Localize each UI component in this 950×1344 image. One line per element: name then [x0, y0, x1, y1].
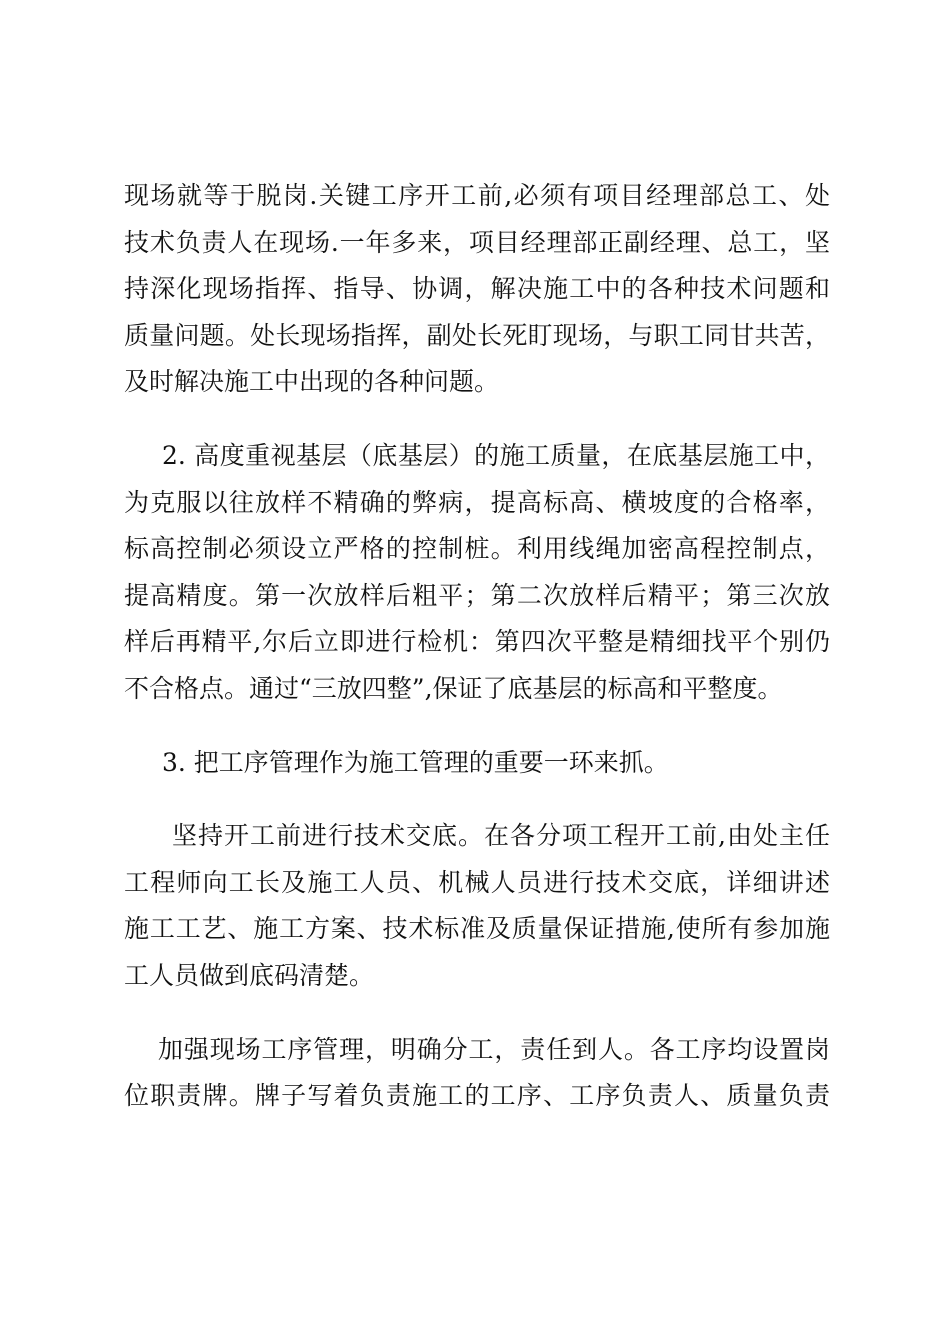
paragraph-4	[124, 813, 830, 999]
text-line: 标高控制必须设立严格的控制桩。利用线绳加密高程控制点，	[124, 534, 830, 564]
text-line: 持深化现场指挥、指导、协调，解决施工中的各种技术问题和	[124, 274, 830, 304]
paragraph-2	[124, 433, 830, 713]
text-line: 不合格点。通过“三放四整”,保证了底基层的标高和平整度。	[124, 673, 783, 703]
text-line: 提高精度。第一次放样后粗平；第二次放样后精平；第三次放	[124, 580, 830, 610]
paragraph-1	[124, 173, 830, 406]
text-line: 2. 高度重视基层（底基层）的施工质量，在底基层施工中，	[162, 440, 830, 470]
text-line: 现场就等于脱岗.关键工序开工前,必须有项目经理部总工、处	[124, 181, 830, 210]
text-line: 坚持开工前进行技术交底。在各分项工程开工前,由处主任	[172, 821, 830, 851]
text-line: 及时解决施工中出现的各种问题。	[124, 367, 500, 397]
text-line: 3. 把工序管理作为施工管理的重要一环来抓。	[162, 747, 669, 777]
text-line: 施工工艺、施工方案、技术标准及质量保证措施,使所有参加施	[124, 914, 830, 944]
text-line: 位职责牌。牌子写着负责施工的工序、工序负责人、质量负责	[124, 1081, 830, 1111]
document-body	[124, 173, 830, 1147]
text-line: 技术负责人在现场.一年多来，项目经理部正副经理、总工，坚	[124, 227, 830, 257]
text-line: 样后再精平,尔后立即进行检机：第四次平整是精细找平个别仍	[124, 627, 830, 657]
text-line: 为克服以往放样不精确的弊病，提高标高、横坡度的合格率，	[124, 487, 830, 517]
paragraph-3	[124, 740, 830, 787]
text-line: 质量问题。处长现场指挥，副处长死盯现场，与职工同甘共苦，	[124, 320, 830, 350]
text-line: 工程师向工长及施工人员、机械人员进行技术交底，详细讲述	[124, 867, 830, 897]
paragraph-5	[124, 1027, 830, 1120]
text-line: 工人员做到底码清楚。	[124, 960, 375, 990]
text-line: 加强现场工序管理，明确分工，责任到人。各工序均设置岗	[158, 1034, 830, 1064]
